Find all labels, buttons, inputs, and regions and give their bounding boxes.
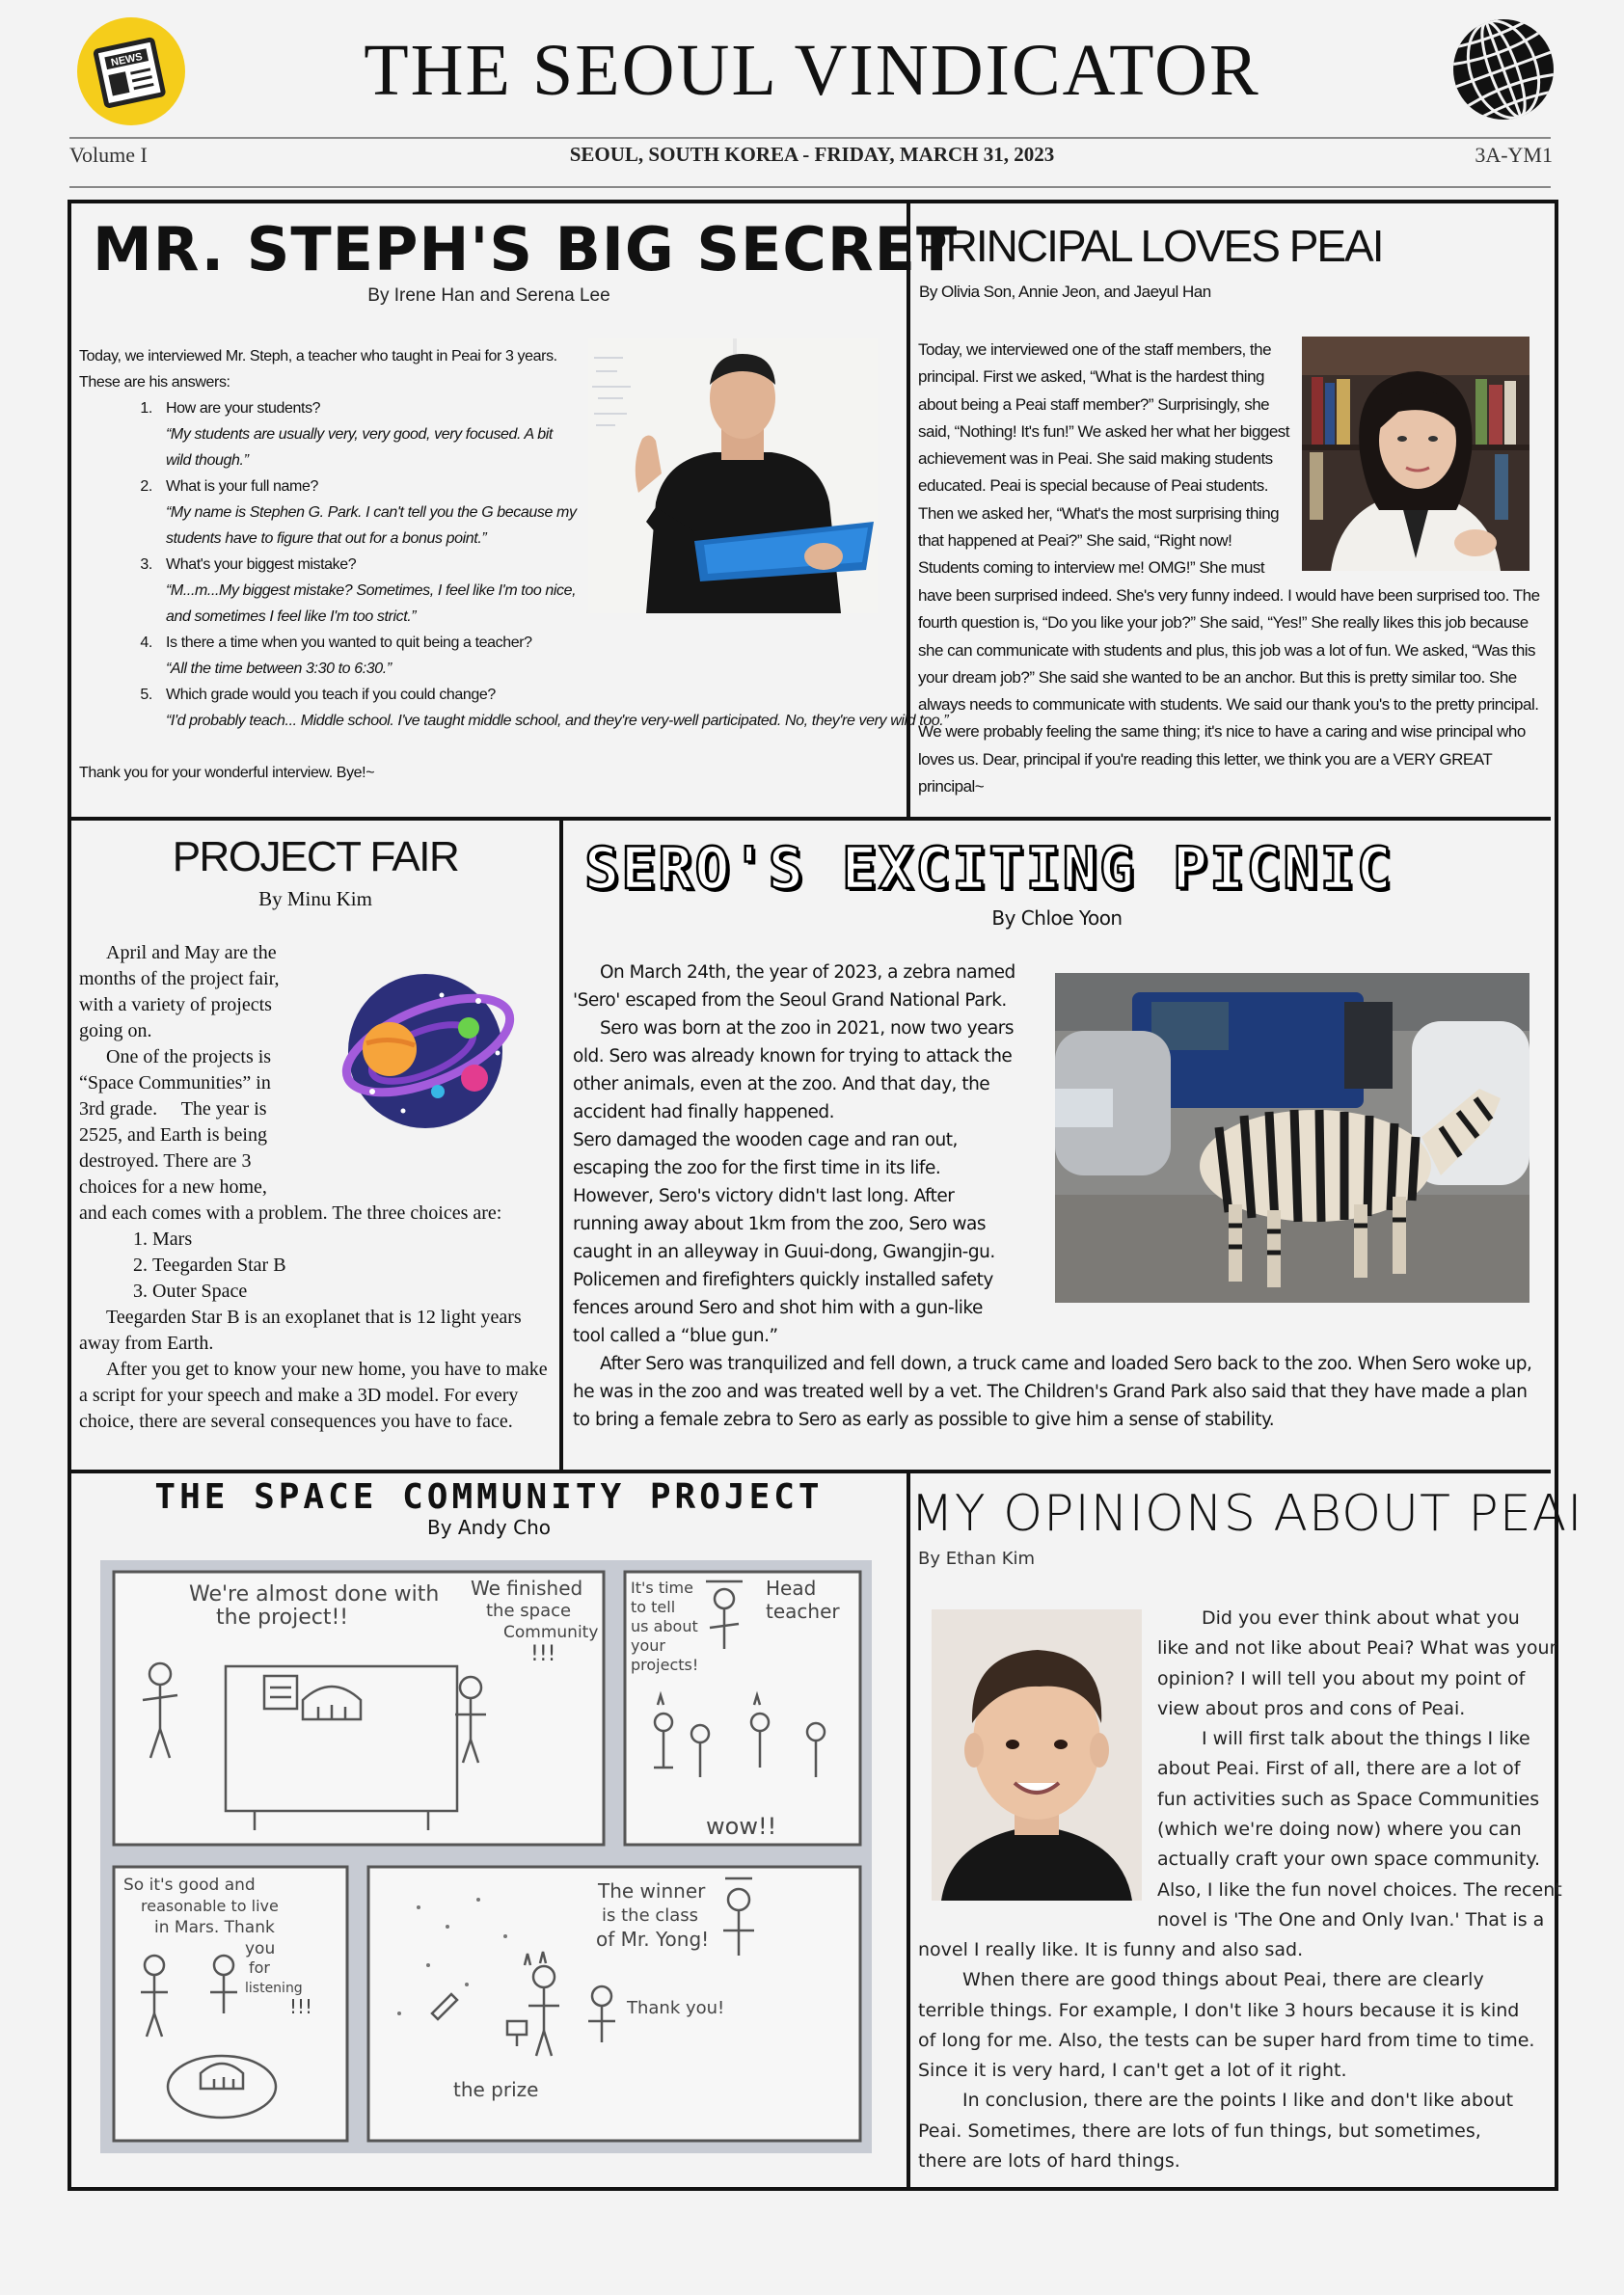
qa-item [156,682,966,734]
qa-question: What is your full name? [166,478,318,495]
comic-text: !!! [530,1642,556,1666]
qa-question: Is there a time when you wanted to quit being a teacher? [166,634,532,651]
qa-answer: “I'd probably teach... Middle school. I've taught middle school, and they're very-well participated. No, they're very wild too.” [166,713,949,729]
opinions-lines-beside-photo [1157,1604,1562,1935]
opinions-line: about Peai. First of all, there are a lot of [1157,1758,1521,1780]
newspaper-title: THE SEOUL VINDICATOR [364,30,1260,111]
sero-line: Sero damaged the wooden cage and ran out, [573,1130,958,1150]
sero-line: 'Sero' escaped from the Seoul Grand National Park. [573,990,1007,1011]
fair-line: “Space Communities” in [79,1072,271,1094]
fair-para-exoplanet: Teegarden Star B is an exoplanet that is 12 light years away from Earth. [79,1307,522,1354]
comic-text: teacher [766,1600,840,1623]
fair-lead-in: and each comes with a problem. The three choices are: [79,1202,502,1224]
fair-para-script: After you get to know your new home, you have to make a script for your speech and make a 3D model. For every choice, there are several consequences you have to face. [79,1359,548,1432]
row-divider-1 [68,817,1551,821]
comic-text: the project!! [216,1606,349,1630]
principal-line: educated. Peai is special because of Peai students. [918,476,1268,496]
fair-line: destroyed. There are 3 [79,1150,252,1172]
comic-text: We're almost done with [189,1582,440,1606]
principal-body-rest: have been surprised indeed. She's very funny indeed. I would have been surprised too. The fourth question is, “Do you like your job?” She said, “Yes!” She really likes this job because she can communicate with students and plus, this job was a lot of fun. We asked, “Was this your dream job?” She said she wanted to be an anchor. But this is pretty similar too. She always needs to communicate with students. We said our thank you's to the pretty principal. We were probably feeling the same thing; it's nice to have a caring and wise principal who loves us. Dear, principal if you're reading this letter, we think you are a VERY GREAT principal~ [918,586,1540,796]
principal-line: principal. First we asked, “What is the hardest thing [918,367,1264,387]
comic-text: you [245,1939,276,1958]
steph-byline: By Irene Han and Serena Lee [367,285,610,306]
news-logo-label: NEWS [110,50,144,69]
principal-byline: By Olivia Son, Annie Jeon, and Jaeyul Han [919,283,1211,301]
sero-line: caught in an alleyway in Guui-dong, Gwangjin-gu. [573,1242,995,1262]
comic-text: wow!! [706,1813,777,1840]
steph-closing: Thank you for your wonderful interview. Bye!~ [79,765,375,781]
opinions-line: Also, I like the fun novel choices. The recent [1157,1878,1562,1901]
fair-headline: PROJECT FAIR [172,833,459,880]
qa-answer: “All the time between 3:30 to 6:30.” [166,661,392,677]
sero-line: On March 24th, the year of 2023, a zebra named [600,962,1015,983]
sero-line: other animals, even at the zoo. And that day, the [573,1074,990,1094]
comic-text: your [631,1636,665,1655]
qa-question: How are your students? [166,400,321,417]
qa-answer: “My name is Stephen G. Park. I can't tell you the G because my students have to figure that out for a bonus point.” [166,504,577,547]
comic-text: reasonable to live [141,1897,279,1915]
steph-headline: MR. STEPH'S BIG SECRET [93,214,959,284]
space-headline: THE SPACE COMMUNITY PROJECT [154,1477,824,1517]
comic-text: to tell [631,1598,676,1616]
principal-line: achievement was in Peai. She said making students [918,449,1273,469]
opinions-body-lower [918,1935,1535,2176]
fair-choices-list [79,1227,552,1305]
principal-headline: PRINCIPAL LOVES PEAI [918,221,1383,271]
galaxy-illustration [334,957,517,1140]
comic-text: projects! [631,1656,699,1674]
comic-text: Head [766,1577,817,1600]
opinions-line: view about pros and cons of Peai. [1157,1697,1466,1719]
comic-text: We finished [471,1577,583,1600]
student-photo [932,1609,1142,1901]
comic-text: in Mars. Thank [154,1918,275,1937]
qa-question: What's your biggest mistake? [166,556,357,573]
sero-line: escaping the zoo for the first time in its life. [573,1158,941,1178]
fair-line: going on. [79,1020,152,1041]
masthead-bottom-rule [69,186,1551,188]
sero-byline: By Chloe Yoon [991,906,1123,930]
fair-line: with a variety of projects [79,994,272,1015]
opinions-line: Did you ever think about what you [1202,1607,1520,1629]
qa-answer: “My students are usually very, very good, very focused. A bit wild though.” [166,426,553,469]
dateline: SEOUL, SOUTH KOREA - FRIDAY, MARCH 31, 2023 [569,143,1055,166]
opinions-para2: When there are good things about Peai, there are clearly terrible things. For example, I don't like 3 hours because it is kind of long for me. Also, the tests can be super hard from time to time. Since it is very hard, I can't get a lot of it right. [918,1969,1535,2082]
opinions-headline: MY OPINIONS ABOUT PEAI [910,1485,1583,1543]
fair-line: April and May are the [106,942,277,963]
principal-line: said, “Nothing! It's fun!” We asked her what her biggest [918,421,1290,441]
opinions-para3: In conclusion, there are the points I like and don't like about Peai. Sometimes, there are lots of fun things, but sometimes, there are lots of hard things. [918,2090,1514,2173]
opinions-line: opinion? I will tell you about my point of [1157,1667,1526,1689]
qa-answer: “M...m...My biggest mistake? Sometimes, I feel like I'm too nice, and sometimes I feel like I'm too strict.” [166,582,577,625]
principal-line: Then we asked her, “What's the most surprising thing [918,503,1280,523]
comic-text: listening [245,1981,303,1996]
principal-line: Today, we interviewed one of the staff members, the [918,340,1272,359]
globe-icon [1449,15,1557,123]
qa-item [156,473,581,552]
comic-text: is the class [602,1905,699,1926]
opinions-line: fun activities such as Space Communities [1157,1788,1540,1810]
steph-qa-list [79,395,949,734]
sero-line: old. Sero was already known for trying to attack the [573,1046,1013,1066]
opinions-line: I will first talk about the things I like [1202,1728,1530,1750]
comic-strip [100,1560,872,2153]
opinions-line: actually craft your own space community. [1157,1849,1541,1871]
comic-text: !!! [289,1995,313,2018]
sero-line: tool called a “blue gun.” [573,1326,778,1346]
sero-line: accident had finally happened. [573,1102,834,1122]
opinions-line: (which we're doing now) where you can [1157,1819,1522,1841]
fair-choice: 3. Outer Space [152,1279,552,1305]
masthead-top-rule [69,137,1551,139]
fair-line: One of the projects is [106,1046,272,1067]
comic-text: the prize [453,2078,539,2101]
principal-line: about being a Peai staff member?” Surprisingly, she [918,394,1270,414]
teacher-photo [588,338,878,613]
qa-question: Which grade would you teach if you could change? [166,687,496,703]
fair-byline: By Minu Kim [258,887,372,910]
fair-line: 3rd grade. The year is [79,1098,267,1120]
qa-item [156,395,581,473]
opinions-line: like and not like about Peai? What was your [1157,1637,1557,1660]
comic-text: Thank you! [627,1998,725,2018]
comic-text: us about [631,1617,698,1635]
column-divider-row3 [907,1470,910,2187]
volume-label: Volume I [69,143,148,167]
sero-line: running away about 1km from the zoo, Sero was [573,1214,986,1234]
steph-body [79,343,949,734]
comic-text: The winner [598,1879,706,1903]
sero-line: Policemen and firefighters quickly installed safety [573,1270,993,1290]
steph-intro: Today, we interviewed Mr. Steph, a teacher who taught in Peai for 3 years. These are his answers: [79,348,557,391]
comic-text: of Mr. Yong! [596,1928,710,1951]
fair-line: months of the project fair, [79,968,280,989]
qa-item [156,552,581,630]
opinions-para1-end: novel I really like. It is funny and also sad. [918,1939,1304,1960]
comic-text: Community [503,1623,599,1642]
fair-line: choices for a new home, [79,1176,267,1198]
principal-lines-beside-photo [918,337,1294,582]
space-byline: By Andy Cho [426,1516,552,1539]
opinions-line: novel is 'The One and Only Ivan.' That is a [1157,1908,1545,1930]
sero-line: Sero was born at the zoo in 2021, now two years [600,1018,1015,1039]
row-divider-2 [68,1470,1551,1473]
sero-headline: SERO'S EXCITING PICNIC [584,835,1394,903]
comic-text: for [249,1958,270,1977]
fair-line: 2525, and Earth is being [79,1124,267,1146]
sero-line: However, Sero's victory didn't last long. After [573,1186,955,1206]
opinions-byline: By Ethan Kim [918,1549,1036,1569]
qa-item [156,630,581,682]
fair-lines-beside-image [79,940,339,1201]
comic-text: So it's good and [123,1876,256,1895]
sero-lines-beside-photo [573,958,1055,1350]
principal-line: Students coming to interview me! OMG!” She must [918,558,1265,578]
fair-body-lower [79,1201,552,1435]
zebra-photo [1055,973,1529,1303]
fair-choice: 1. Mars [152,1227,552,1253]
comic-text: It's time [631,1579,693,1597]
sero-line: fences around Sero and shot him with a gun-like [573,1298,983,1318]
edition-code: 3A-YM1 [1475,143,1553,167]
fair-choice: 2. Teegarden Star B [152,1253,552,1279]
principal-line: that happened at Peai?” She said, “Right now! [918,531,1232,551]
comic-text: the space [486,1601,572,1621]
principal-photo [1302,337,1529,571]
sero-final-para: After Sero was tranquilized and fell down, a truck came and loaded Sero back to the zoo. When Sero woke up, he was in the zoo and was treated well by a vet. The Children's Grand Park also said that they have made a plan to bring a female zebra to Sero as early as possible to give him a sense of stability. [573,1354,1532,1430]
